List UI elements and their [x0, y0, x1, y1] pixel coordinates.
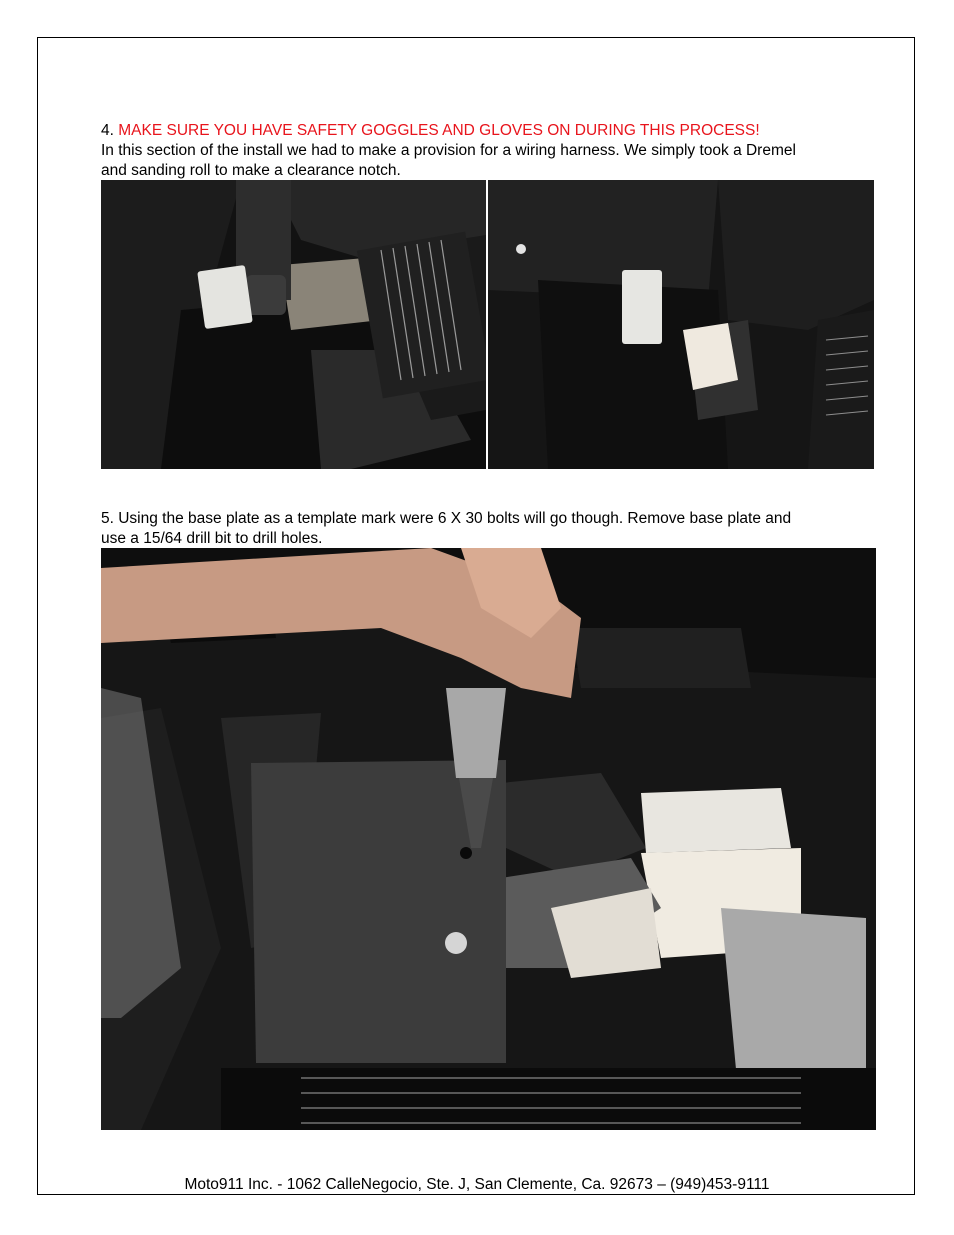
photo-marking-base-plate — [101, 548, 876, 1130]
step-5-line-1: 5. Using the base plate as a template mark were 6 X 30 bolts will go though. Remove base plate and — [101, 510, 792, 527]
photo-clearance-notch — [488, 180, 874, 469]
step-4-number: 4. — [101, 122, 114, 139]
step-4-line-1: In this section of the install we had to make a provision for a wiring harness. We simply took a Dremel — [101, 142, 796, 159]
step-5-line-2: use a 15/64 drill bit to drill holes. — [101, 530, 323, 547]
photo-dremel-notch — [101, 180, 486, 469]
step-4-instructions — [101, 121, 796, 181]
safety-warning: MAKE SURE YOU HAVE SAFETY GOGGLES AND GLOVES ON DURING THIS PROCESS! — [118, 122, 760, 139]
step-4-heading — [101, 121, 796, 141]
step-5-instructions — [101, 509, 791, 549]
step-4-line-2: and sanding roll to make a clearance notch. — [101, 162, 401, 179]
company-footer: Moto911 Inc. - 1062 CalleNegocio, Ste. J, San Clemente, Ca. 92673 – (949)453-9111 — [184, 1176, 770, 1193]
